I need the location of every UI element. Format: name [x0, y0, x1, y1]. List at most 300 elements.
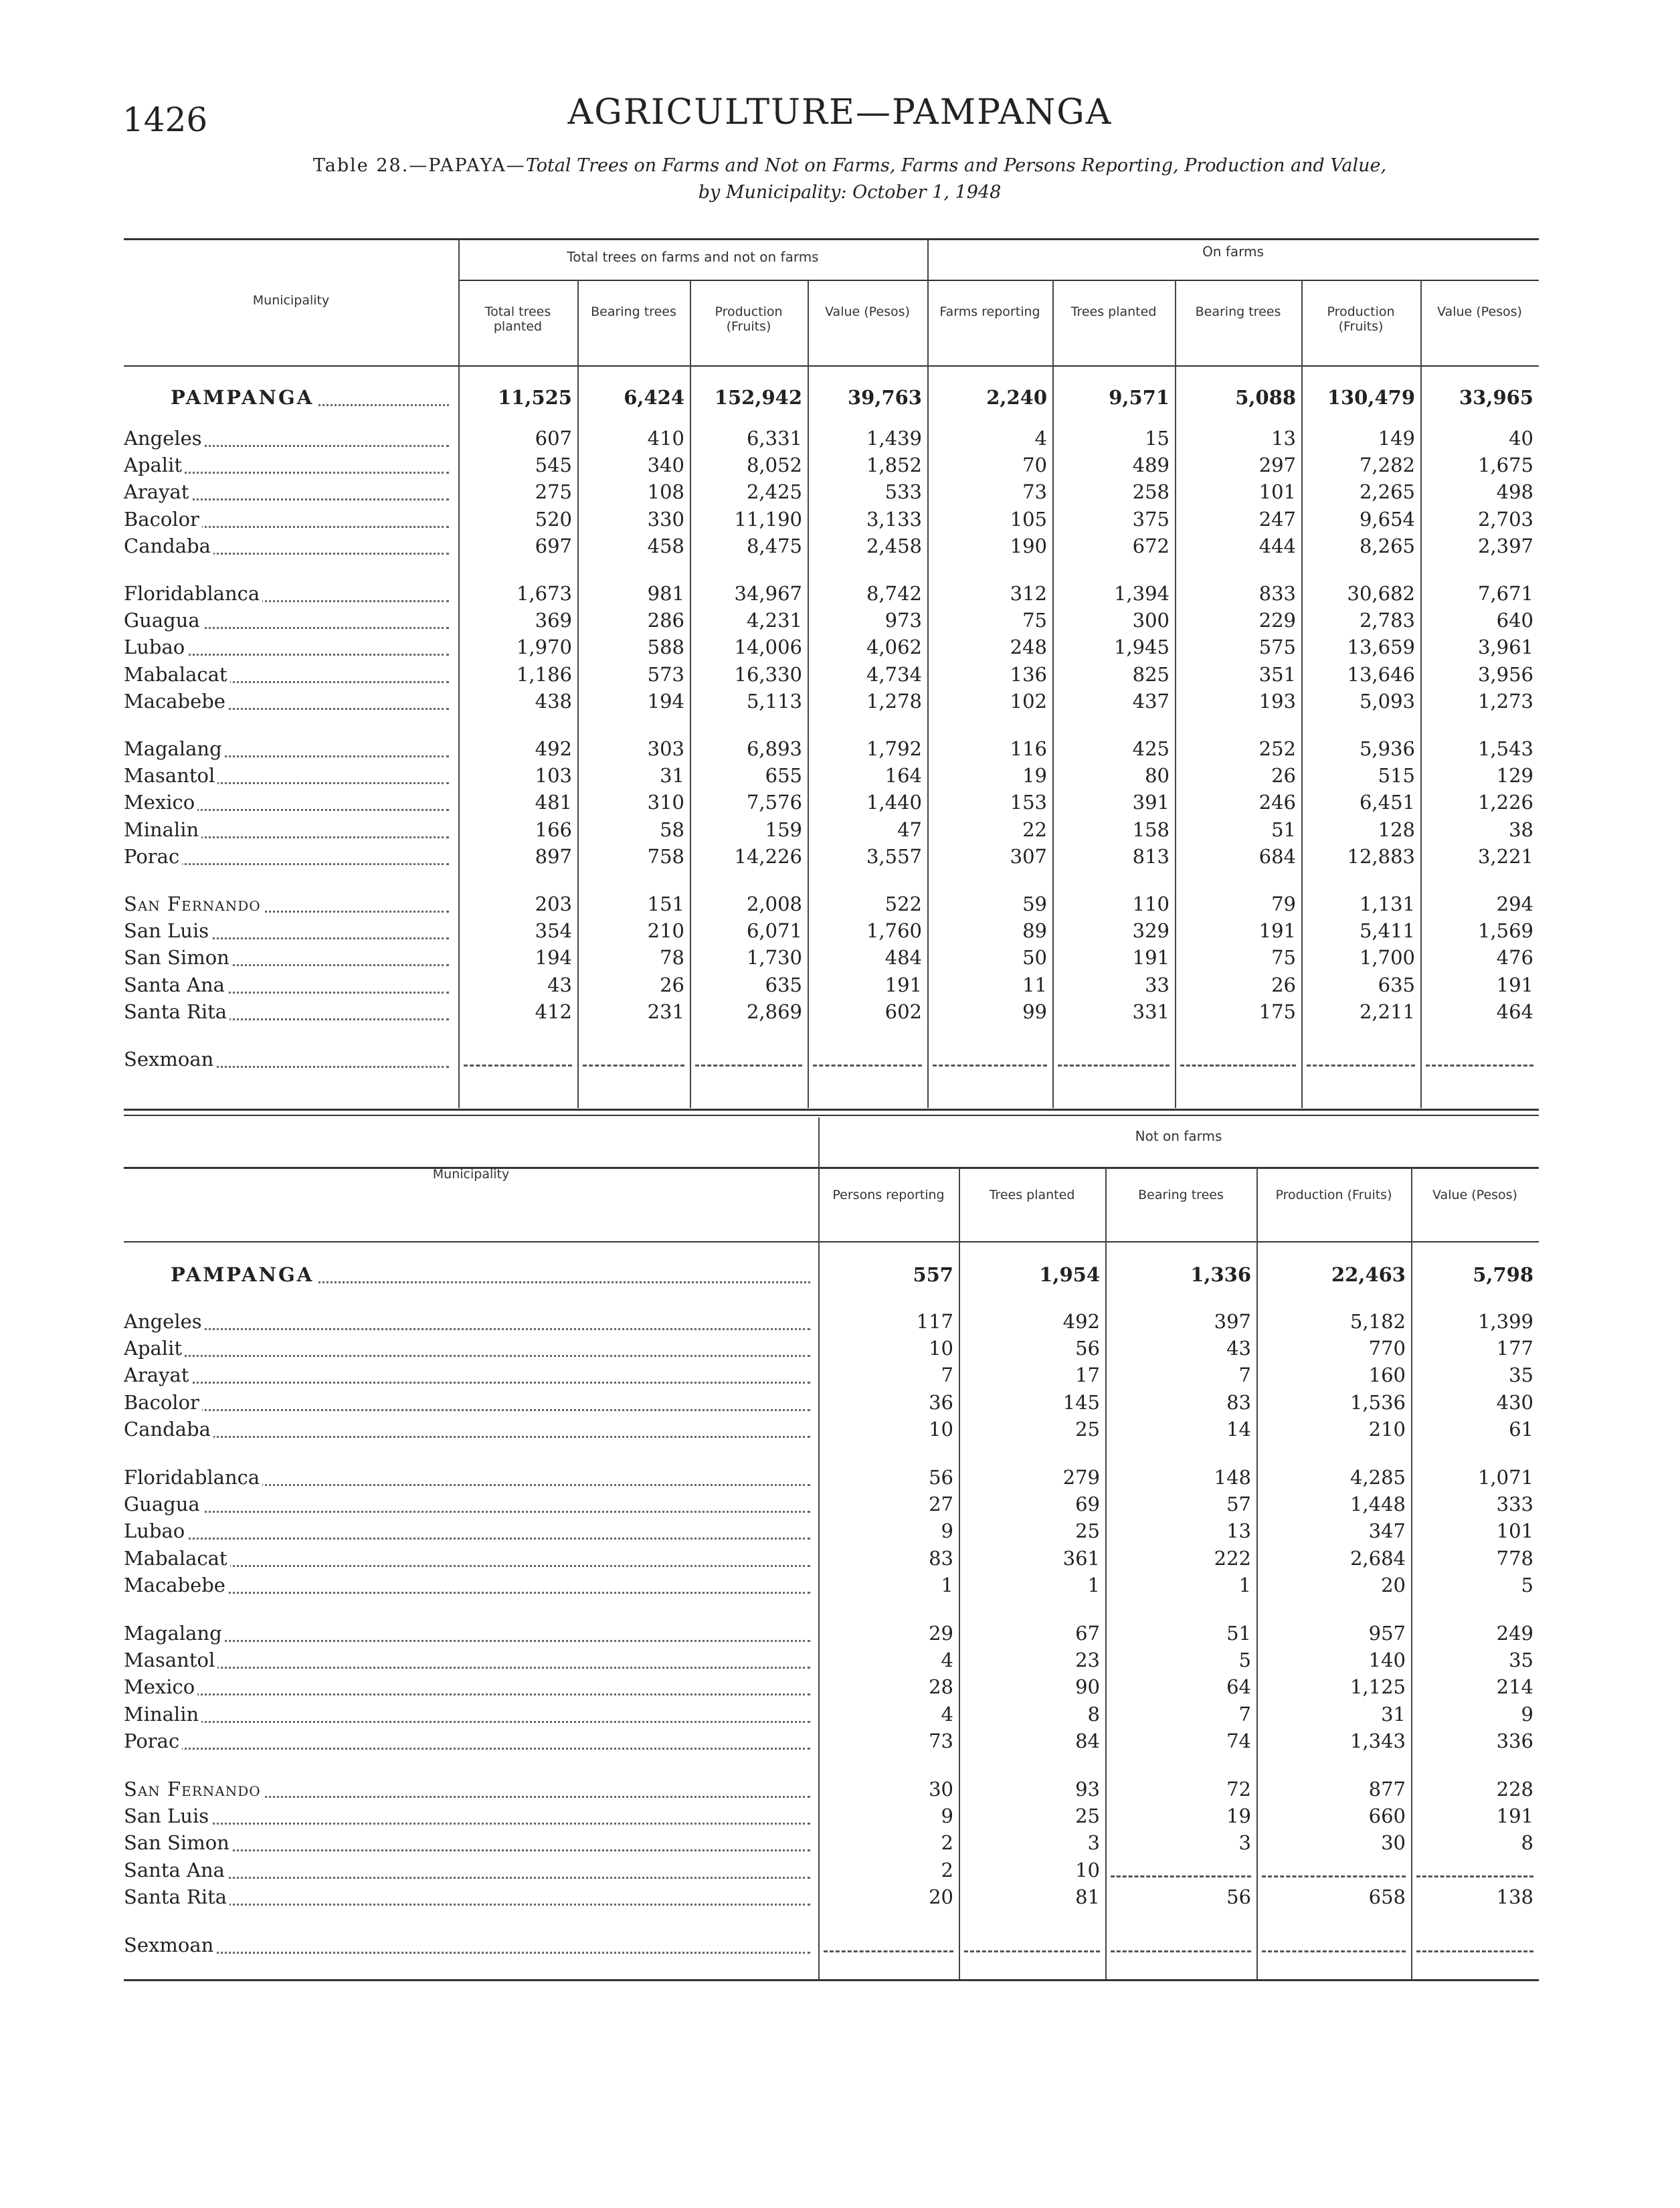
table-cell: 2,008	[746, 893, 802, 915]
table-cell: 1,730	[746, 946, 802, 970]
table-cell: 5,936	[1359, 737, 1415, 760]
municipality-label: Floridablanca	[124, 582, 262, 605]
table-cell: 279	[1062, 1466, 1100, 1489]
table-row	[0, 972, 1680, 998]
group-header-on-farms: On farms	[1202, 244, 1264, 260]
table-cell: 330	[647, 507, 684, 531]
table-row	[0, 688, 1680, 715]
table-row	[0, 1829, 1680, 1856]
table-cell: 981	[647, 582, 684, 605]
table-cell: 354	[535, 919, 572, 943]
table-cell: 15	[1145, 427, 1170, 450]
table-cell: 4	[941, 1702, 953, 1726]
table-cell: 6,424	[624, 386, 684, 409]
municipality-name	[124, 1728, 813, 1754]
table-cell: 6,893	[746, 737, 802, 760]
table-row	[0, 1335, 1680, 1362]
table-cell: 697	[535, 534, 572, 557]
table-cell: 14,006	[734, 636, 802, 659]
municipality-name	[124, 688, 452, 715]
table-row	[0, 661, 1680, 688]
table-cell: 210	[647, 919, 684, 943]
municipality-name	[124, 1647, 813, 1673]
empty-cell	[464, 1065, 572, 1067]
table-cell: 635	[765, 973, 802, 996]
table-cell: 397	[1214, 1310, 1251, 1333]
table-cell: 312	[1010, 582, 1047, 605]
municipality-name	[171, 384, 452, 411]
table-cell: 67	[1075, 1622, 1100, 1645]
table-cell: 5	[1238, 1649, 1251, 1672]
table-cell: 164	[884, 764, 922, 788]
municipality-name	[124, 1335, 813, 1362]
table-cell: 56	[929, 1466, 953, 1489]
table-cell: 4	[1034, 427, 1047, 450]
table-cell: 361	[1062, 1546, 1100, 1570]
table-cell: 1,343	[1349, 1729, 1406, 1752]
table-cell: 228	[1496, 1778, 1533, 1801]
table-cell: 47	[897, 818, 922, 841]
empty-cell	[824, 1950, 953, 1952]
table-cell: 193	[1258, 689, 1296, 713]
table1-header-rule	[124, 365, 1539, 367]
table-cell: 1,543	[1477, 737, 1533, 760]
table-cell: 1,852	[866, 454, 922, 477]
table-cell: 6,331	[746, 427, 802, 450]
municipality-label: Macabebe	[124, 690, 228, 713]
table-cell: 246	[1258, 791, 1296, 814]
table-row	[0, 1620, 1680, 1647]
table-cell: 2,265	[1359, 480, 1415, 504]
table-cell: 214	[1496, 1675, 1533, 1699]
table-cell: 1	[1238, 1573, 1251, 1596]
table-cell: 73	[1022, 480, 1047, 504]
table-cell: 31	[660, 764, 684, 788]
municipality-name	[124, 506, 452, 533]
page-number: 1426	[122, 100, 208, 139]
table-cell: 3,557	[866, 844, 922, 868]
table-cell: 166	[535, 818, 572, 841]
table-cell: 522	[884, 893, 922, 915]
table-cell: 331	[1132, 1000, 1170, 1023]
municipality-name	[124, 425, 452, 452]
table2-bottom-rule	[124, 1979, 1539, 1981]
table2-header-rule	[124, 1241, 1539, 1243]
table-cell: 2,397	[1477, 534, 1533, 557]
column-header: Bearing trees	[591, 304, 676, 319]
table-cell: 533	[884, 480, 922, 504]
municipality-header: Municipality	[252, 293, 330, 308]
table-row	[0, 944, 1680, 971]
table-row	[0, 1673, 1680, 1700]
municipality-label: Santa Ana	[124, 1859, 227, 1881]
table-cell: 56	[1226, 1885, 1251, 1908]
table-cell: 140	[1368, 1649, 1406, 1672]
empty-cell	[695, 1065, 802, 1067]
table-cell: 602	[884, 1000, 922, 1023]
table-cell: 375	[1132, 507, 1170, 531]
municipality-label: Santa Rita	[124, 1000, 229, 1023]
municipality-name	[124, 843, 452, 870]
table-cell: 2,425	[746, 480, 802, 504]
table-cell: 191	[1496, 1805, 1533, 1828]
table-cell: 2,783	[1359, 609, 1415, 632]
municipality-name	[124, 972, 452, 998]
table-cell: 149	[1378, 427, 1415, 450]
municipality-name	[124, 1803, 813, 1829]
empty-cell	[933, 1065, 1047, 1067]
table-row	[0, 1572, 1680, 1598]
table-cell: 492	[535, 737, 572, 760]
table-cell: 70	[1022, 454, 1047, 477]
table-cell: 8,052	[746, 454, 802, 477]
municipality-label: Angeles	[124, 1310, 205, 1333]
table-cell: 30	[1381, 1831, 1406, 1855]
municipality-name	[124, 1829, 813, 1856]
table-cell: 23	[1075, 1649, 1100, 1672]
table-cell: 588	[647, 636, 684, 659]
municipality-label: Magalang	[124, 737, 225, 760]
municipality-label: Arayat	[124, 480, 191, 503]
municipality-name	[124, 1046, 452, 1073]
municipality-label: Minalin	[124, 1703, 201, 1726]
table-cell: 2,684	[1349, 1546, 1406, 1570]
table-cell: 897	[535, 844, 572, 868]
table-cell: 7,671	[1477, 582, 1533, 605]
table-cell: 158	[1132, 818, 1170, 841]
table-cell: 520	[535, 507, 572, 531]
municipality-label: San Simon	[124, 946, 232, 969]
table-cell: 492	[1062, 1310, 1100, 1333]
table-cell: 83	[1226, 1390, 1251, 1414]
table-row	[0, 789, 1680, 816]
table-cell: 11	[1022, 973, 1047, 996]
municipality-name	[124, 1464, 813, 1491]
table-cell: 545	[535, 454, 572, 477]
table-cell: 222	[1214, 1546, 1251, 1570]
table-cell: 26	[1271, 973, 1296, 996]
table-cell: 300	[1132, 609, 1170, 632]
table-row	[0, 1647, 1680, 1673]
table-cell: 833	[1258, 582, 1296, 605]
table-cell: 481	[535, 791, 572, 814]
municipality-label: Santa Ana	[124, 974, 227, 996]
table-cell: 258	[1132, 480, 1170, 504]
table-cell: 3	[1087, 1831, 1100, 1855]
municipality-label: Angeles	[124, 427, 205, 450]
table-cell: 11,525	[498, 386, 572, 409]
table-row	[0, 1883, 1680, 1910]
table-cell: 20	[1381, 1573, 1406, 1596]
table-cell: 89	[1022, 919, 1047, 943]
table-cell: 655	[765, 764, 802, 788]
table-cell: 108	[647, 480, 684, 504]
table-cell: 9	[941, 1805, 953, 1828]
municipality-name	[124, 917, 452, 944]
municipality-label: San Luis	[124, 919, 211, 942]
table-cell: 30,682	[1347, 582, 1415, 605]
table-cell: 458	[647, 534, 684, 557]
group-header-total: Total trees on farms and not on farms	[567, 249, 819, 265]
total-row	[0, 1261, 1680, 1288]
table-cell: 275	[535, 480, 572, 504]
table-cell: 248	[1010, 636, 1047, 659]
column-header: Value (Pesos)	[1432, 1188, 1517, 1202]
table-cell: 153	[1010, 791, 1047, 814]
table-cell: 194	[647, 689, 684, 713]
municipality-name	[124, 1389, 813, 1416]
table-cell: 635	[1378, 973, 1415, 996]
table-cell: 33	[1145, 973, 1170, 996]
table-row	[0, 1362, 1680, 1388]
table-cell: 8,475	[746, 534, 802, 557]
table-cell: 13,646	[1347, 662, 1415, 686]
municipality-label: Sexmoan	[124, 1048, 216, 1071]
table-cell: 81	[1075, 1885, 1100, 1908]
table-cell: 575	[1258, 636, 1296, 659]
table-cell: 145	[1062, 1390, 1100, 1414]
municipality-label: Macabebe	[124, 1574, 228, 1596]
table-cell: 102	[1010, 689, 1047, 713]
table-cell: 191	[1258, 919, 1296, 943]
table-cell: 303	[647, 737, 684, 760]
column-header: Trees planted	[1070, 304, 1157, 319]
table-cell: 672	[1132, 534, 1170, 557]
table-cell: 101	[1258, 480, 1296, 504]
table-row	[0, 1857, 1680, 1883]
table-cell: 73	[929, 1729, 953, 1752]
table-cell: 8	[1087, 1702, 1100, 1726]
column-header: Bearing trees	[1138, 1188, 1224, 1202]
municipality-label: Bacolor	[124, 508, 202, 531]
municipality-label: Guagua	[124, 609, 203, 632]
table-cell: 1,439	[866, 427, 922, 450]
table-cell: 13	[1271, 427, 1296, 450]
table-cell: 11,190	[734, 507, 802, 531]
table-cell: 110	[1132, 893, 1170, 915]
table-cell: 191	[1496, 973, 1533, 996]
table-cell: 59	[1022, 893, 1047, 915]
table-cell: 22,463	[1331, 1263, 1406, 1286]
table-cell: 80	[1145, 764, 1170, 788]
municipality-name	[124, 607, 452, 634]
table-cell: 99	[1022, 1000, 1047, 1023]
municipality-label: Apalit	[124, 454, 185, 476]
table-cell: 4,734	[866, 662, 922, 686]
table-cell: 7,576	[746, 791, 802, 814]
table-cell: 9	[1521, 1702, 1533, 1726]
table-cell: 336	[1496, 1729, 1533, 1752]
table-cell: 148	[1214, 1466, 1251, 1489]
table-cell: 1,569	[1477, 919, 1533, 943]
empty-cell	[813, 1065, 922, 1067]
municipality-label: Masantol	[124, 764, 217, 787]
table-cell: 1,131	[1359, 893, 1415, 915]
table-cell: 14,226	[734, 844, 802, 868]
table-cell: 347	[1368, 1520, 1406, 1543]
municipality-label: San Simon	[124, 1831, 232, 1854]
table-cell: 8,742	[866, 582, 922, 605]
municipality-name	[124, 661, 452, 688]
caption-text: Total Trees on Farms and Not on Farms, Farms and Persons Reporting, Production and Value,	[525, 155, 1387, 176]
municipality-label: Mabalacat	[124, 663, 230, 686]
table-cell: 1	[1087, 1573, 1100, 1596]
empty-cell	[1180, 1065, 1296, 1067]
municipality-label: Candaba	[124, 535, 213, 557]
table-cell: 369	[535, 609, 572, 632]
table-cell: 43	[547, 973, 572, 996]
table-cell: 340	[647, 454, 684, 477]
municipality-name	[124, 1545, 813, 1572]
table-cell: 660	[1368, 1805, 1406, 1828]
table-row	[0, 452, 1680, 478]
column-header: Bearing trees	[1195, 304, 1281, 319]
table-cell: 412	[535, 1000, 572, 1023]
caption-date: by Municipality: October 1, 1948	[698, 182, 1002, 203]
municipality-label: San Fernando	[124, 893, 264, 915]
municipality-label: Minalin	[124, 818, 201, 841]
empty-cell	[1058, 1065, 1170, 1067]
table-cell: 489	[1132, 454, 1170, 477]
table-cell: 333	[1496, 1493, 1533, 1516]
municipality-label: San Fernando	[124, 1778, 264, 1801]
table-cell: 64	[1226, 1675, 1251, 1699]
table-cell: 3	[1238, 1831, 1251, 1855]
municipality-name	[124, 1572, 813, 1598]
municipality-name	[124, 634, 452, 660]
table-cell: 138	[1496, 1885, 1533, 1908]
table-cell: 778	[1496, 1546, 1533, 1570]
table-cell: 2,211	[1359, 1000, 1415, 1023]
table-row	[0, 1308, 1680, 1335]
table-row	[0, 1046, 1680, 1073]
table-cell: 484	[884, 946, 922, 970]
table-row	[0, 533, 1680, 559]
table-row	[0, 816, 1680, 843]
municipality-name	[124, 1701, 813, 1728]
table-cell: 1,336	[1190, 1263, 1251, 1286]
table-cell: 35	[1509, 1364, 1533, 1387]
table-cell: 12,883	[1347, 844, 1415, 868]
table-cell: 56	[1075, 1337, 1100, 1360]
table-cell: 13	[1226, 1520, 1251, 1543]
table-cell: 93	[1075, 1778, 1100, 1801]
table-cell: 159	[765, 818, 802, 841]
table1-top-rule	[124, 238, 1539, 240]
empty-cell	[1416, 1950, 1533, 1952]
table-cell: 5,093	[1359, 689, 1415, 713]
table-row	[0, 1389, 1680, 1416]
table-cell: 973	[884, 609, 922, 632]
table-cell: 61	[1509, 1417, 1533, 1441]
table-row	[0, 634, 1680, 660]
table-cell: 25	[1075, 1417, 1100, 1441]
table-row	[0, 1701, 1680, 1728]
table-cell: 19	[1226, 1805, 1251, 1828]
table-cell: 136	[1010, 662, 1047, 686]
table-row	[0, 735, 1680, 762]
table-cell: 39,763	[848, 386, 922, 409]
table-cell: 35	[1509, 1649, 1533, 1672]
column-header: Value (Pesos)	[825, 304, 910, 319]
table-cell: 7	[1238, 1702, 1251, 1726]
table-cell: 4	[941, 1649, 953, 1672]
table-cell: 78	[660, 946, 684, 970]
table-cell: 1,700	[1359, 946, 1415, 970]
municipality-label: Sexmoan	[124, 1934, 216, 1956]
table-row	[0, 607, 1680, 634]
table-cell: 1,071	[1477, 1466, 1533, 1489]
table-cell: 40	[1509, 427, 1533, 450]
table-cell: 425	[1132, 737, 1170, 760]
table-cell: 1,954	[1039, 1263, 1100, 1286]
table-cell: 4,285	[1349, 1466, 1406, 1489]
table-cell: 194	[535, 946, 572, 970]
empty-cell	[1111, 1875, 1251, 1877]
municipality-name	[124, 816, 452, 843]
table-cell: 9,654	[1359, 507, 1415, 531]
municipality-label: Lubao	[124, 1520, 187, 1542]
table-cell: 26	[660, 973, 684, 996]
table-cell: 229	[1258, 609, 1296, 632]
table-cell: 351	[1258, 662, 1296, 686]
table-row	[0, 1517, 1680, 1544]
table-row	[0, 762, 1680, 789]
table-row	[0, 1728, 1680, 1754]
table-cell: 79	[1271, 893, 1296, 915]
table-cell: 297	[1258, 454, 1296, 477]
table-cell: 19	[1022, 764, 1047, 788]
group-header-not-on-farms: Not on farms	[1135, 1128, 1222, 1144]
table-cell: 476	[1496, 946, 1533, 970]
municipality-name	[124, 452, 452, 478]
table-cell: 877	[1368, 1778, 1406, 1801]
table-cell: 17	[1075, 1364, 1100, 1387]
table-cell: 231	[647, 1000, 684, 1023]
table-cell: 438	[535, 689, 572, 713]
empty-cell	[1307, 1065, 1415, 1067]
empty-cell	[1262, 1950, 1406, 1952]
table-cell: 129	[1496, 764, 1533, 788]
table-cell: 101	[1496, 1520, 1533, 1543]
table1-group-rule	[458, 280, 1539, 281]
table-cell: 573	[647, 662, 684, 686]
table-cell: 464	[1496, 1000, 1533, 1023]
table-cell: 2,703	[1477, 507, 1533, 531]
municipality-label: Magalang	[124, 1622, 225, 1645]
table-cell: 130,479	[1327, 386, 1415, 409]
municipality-label: PAMPANGA	[171, 1263, 316, 1286]
table-cell: 4,062	[866, 636, 922, 659]
table-cell: 16,330	[734, 662, 802, 686]
table-cell: 4,231	[746, 609, 802, 632]
municipality-name	[124, 944, 452, 971]
table-cell: 1,440	[866, 791, 922, 814]
municipality-label: Mexico	[124, 1675, 197, 1698]
table-cell: 957	[1368, 1622, 1406, 1645]
table-cell: 249	[1496, 1622, 1533, 1645]
table-cell: 160	[1368, 1364, 1406, 1387]
table-cell: 36	[929, 1390, 953, 1414]
table-cell: 2,869	[746, 1000, 802, 1023]
table-cell: 684	[1258, 844, 1296, 868]
table-cell: 10	[1075, 1858, 1100, 1881]
municipality-header: Municipality	[432, 1167, 510, 1182]
table-cell: 5,088	[1235, 386, 1296, 409]
table-cell: 1,673	[516, 582, 572, 605]
table-cell: 1,394	[1113, 582, 1170, 605]
municipality-name	[124, 1857, 813, 1883]
